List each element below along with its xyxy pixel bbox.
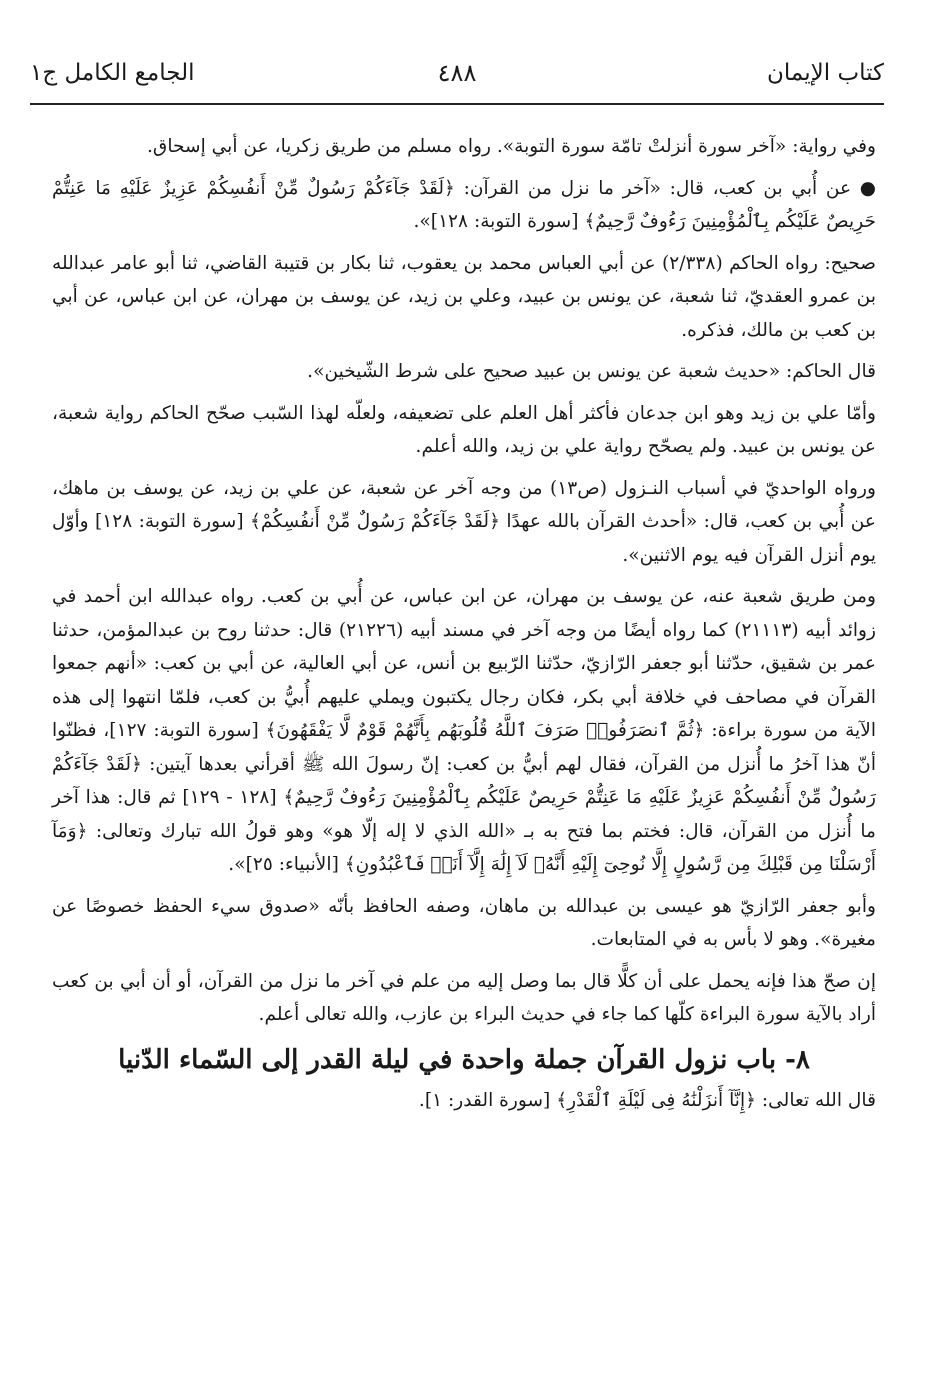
header-book-name: كتاب الإيمان (767, 60, 884, 86)
header-rule (30, 103, 884, 105)
paragraph: إن صحّ هذا فإنه يحمل على أن كلًّا قال بما وصل إليه من علم في آخر ما نزل من القرآن، أو أن أبي بن كعب أراد بالآية سورة البراءة كلّها كما جاء في حديث البراء بن عازب، والله تعالى أعلم. (52, 970, 876, 1025)
paragraph: وأمّا علي بن زيد وهو ابن جدعان فأكثر أهل العلم على تضعيفه، ولعلّه لهذا السّبب صحّح الحاكم رواية شعبة، عن يونس بن عبيد. ولم يصحّح رواية علي بن زيد، والله أعلم. (52, 402, 876, 457)
paragraph: صحيح: رواه الحاكم (٢/٣٣٨) عن أبي العباس محمد بن يعقوب، ثنا بكار بن قتيبة القاضي، ثنا أبو عامر عبدالله بن عمرو العقديّ، ثنا شعبة، عن يونس بن عبيد، وعلي بن زيد، عن يوسف بن مهران، عن ابن عباس، عن أبي بن كعب بن مالك، فذكره. (52, 252, 877, 341)
page-header (30, 58, 884, 88)
header-volume-title: الجامع الكامل ج١ (30, 60, 195, 86)
page-body (52, 130, 876, 1125)
section-heading: ٨- باب نزول القرآن جملة واحدة في ليلة القدر إلى السّماء الدّنيا (118, 1044, 810, 1075)
paragraph: ورواه الواحديّ في أسباب النـزول (ص١٣) من وجه آخر عن شعبة، عن علي بن زيد، عن يوسف بن ماهك، عن أُبي بن كعب، قال: «أحدث القرآن بالله عهدًا ﴿لَقَدْ جَآءَكُمْ رَسُولٌ مِّنْ أَنفُسِكُمْ﴾ [سورة التوبة: ١٢٨] وأوّل يوم أنزل القرآن فيه يوم الاثنين». (52, 477, 876, 566)
paragraph: وأبو جعفر الرّازيّ هو عيسى بن عبدالله بن ماهان، وصفه الحافظ بأنّه «صدوق سيء الحفظ خصوصًا عن مغيرة». وهو لا بأس به في المتابعات. (52, 895, 876, 950)
paragraph: ومن طريق شعبة عنه، عن يوسف بن مهران، عن ابن عباس، عن أُبي بن كعب. رواه عبدالله ابن أحمد في زوائد أبيه (٢١١١٣) كما رواه أيضًا من وجه آخر في مسند أبيه (٢١٢٢٦) قال: حدثنا روح بن عبدالمؤمن، حدثنا عمر بن شقيق، حدّثنا أبو جعفر الرّازيّ، حدّثنا الرّبيع بن أنس، عن أبي العالية، عن أبي بن كعب: «أنهم جمعوا القرآن في مصاحف في خلافة أبي بكر، فكان رجال يكتبون ويملي عليهم أُبيُّ بن كعب، فلمّا انتهوا إلى هذه الآية من سورة براءة: ﴿ثُمَّ ٱنصَرَفُوا۟ صَرَفَ ٱللَّهُ قُلُوبَهُم بِأَنَّهُمْ قَوْمٌ لَّا يَفْقَهُونَ﴾ [سورة التوبة: ١٢٧]، فظنّوا أنّ هذا آخرُ ما أُنزل من القرآن، فقال لهم أبيُّ بن كعب: إنّ رسولَ الله ﷺ أقرأني بعدها آيتين: ﴿لَقَدْ جَآءَكُمْ رَسُولٌ مِّنْ أَنفُسِكُمْ عَزِيزٌ عَلَيْهِ مَا عَنِتُّمْ حَرِيصٌ عَلَيْكُم بِٱلْمُؤْمِنِينَ رَءُوفٌ رَّحِيمٌ﴾ [١٢٨ - ١٢٩] ثم قال: هذا آخر ما أُنزل من القرآن، قال: فختم بما فتح به بـ «الله الذي لا إله إلّا هو» وهو قولُ الله تبارك وتعالى: ﴿وَمَآ أَرْسَلْنَا مِن قَبْلِكَ مِن رَّسُولٍ إِلَّا نُوحِىٓ إِلَيْهِ أَنَّهُۥ لَآ إِلَٰهَ إِلَّآ أَنَا۠ فَٱعْبُدُونِ﴾ [الأنبياء: ٢٥]». (52, 586, 876, 875)
closing-paragraph: قال الله تعالى: ﴿إِنَّآ أَنزَلْنَٰهُ فِى لَيْلَةِ ٱلْقَدْرِ﴾ [سورة القدر: ١]. (418, 1089, 876, 1111)
paragraph: وفي رواية: «آخر سورة أنزلتْ تامّة سورة التوبة». رواه مسلم من طريق زكريا، عن أبي إسحاق. (147, 136, 876, 157)
page-number: ٤٨٨ (437, 59, 477, 87)
hadith-paragraph: ● عن أُبي بن كعب، قال: «آخر ما نزل من القرآن: ﴿لَقَدْ جَآءَكُمْ رَسُولٌ مِّنْ أَنفُسِكُمْ عَزِيزٌ عَلَيْهِ مَا عَنِتُّمْ حَرِيصٌ عَلَيْكُم بِٱلْمُؤْمِنِينَ رَءُوفٌ رَّحِيمٌ﴾ [سورة التوبة: ١٢٨]». (52, 177, 876, 232)
paragraph: قال الحاكم: «حديث شعبة عن يونس بن عبيد صحيح على شرط الشّيخين». (307, 361, 876, 382)
